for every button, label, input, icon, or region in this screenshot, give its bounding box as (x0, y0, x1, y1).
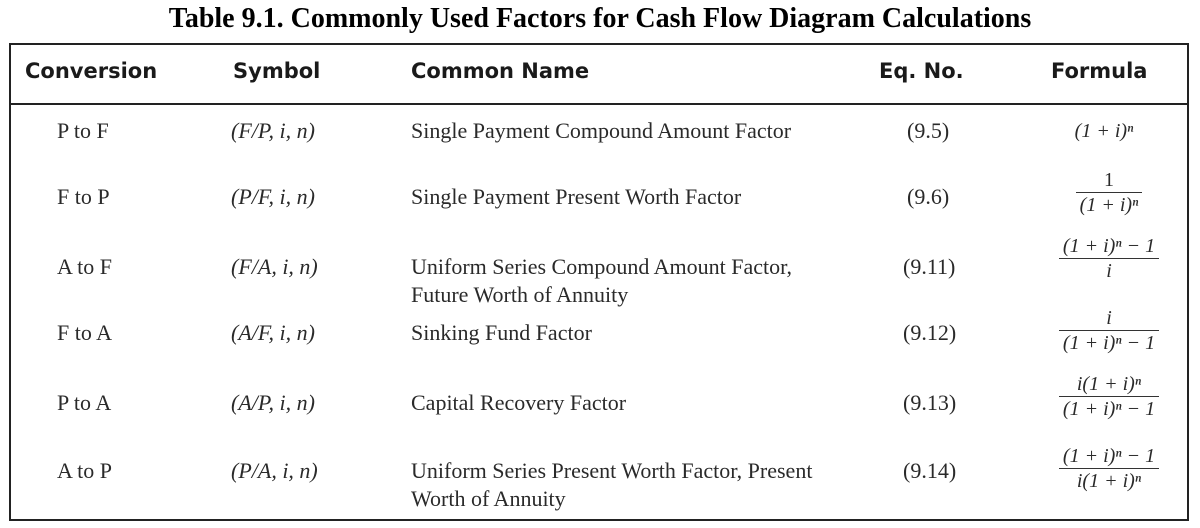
eq-no-cell: (9.11) (903, 254, 956, 279)
header-formula: Formula (1051, 59, 1148, 83)
eq-no-cell: (9.14) (903, 458, 957, 483)
conversion-cell: F to A (57, 320, 113, 345)
symbol-cell: (P/F, i, n) (231, 184, 315, 209)
formula-denominator: i(1 + i)ⁿ (1076, 470, 1142, 492)
formula-cell (1039, 117, 1169, 145)
factors-table (9, 43, 1189, 521)
formula-cell (1039, 445, 1179, 493)
formula-numerator: i(1 + i)ⁿ (1059, 373, 1159, 397)
formula-denominator: (1 + i)ⁿ − 1 (1062, 398, 1156, 420)
header-conversion: Conversion (25, 59, 158, 83)
formula-fraction (1059, 307, 1159, 354)
formula-numerator: i (1059, 307, 1159, 331)
conversion-cell: F to P (57, 184, 110, 209)
header-common-name: Common Name (411, 59, 590, 83)
common-name-cell: Sinking Fund Factor (411, 320, 592, 345)
formula-cell (1039, 169, 1179, 217)
symbol-cell: (P/A, i, n) (231, 458, 318, 483)
formula-numerator: (1 + i)ⁿ − 1 (1059, 445, 1159, 469)
header-divider (11, 103, 1187, 105)
formula-numerator: 1 (1076, 169, 1143, 193)
formula-fraction (1059, 373, 1159, 420)
formula-cell (1039, 235, 1179, 283)
symbol-cell: (F/A, i, n) (231, 254, 318, 279)
common-name-cell: Capital Recovery Factor (411, 390, 627, 415)
eq-no-cell: (9.13) (903, 390, 957, 415)
symbol-cell: (A/P, i, n) (231, 390, 315, 415)
formula-denominator: (1 + i)ⁿ (1079, 194, 1139, 216)
common-name-cell: Uniform Series Present Worth Factor, Present Worth of Annuity (411, 458, 813, 511)
formula-fraction (1059, 235, 1159, 282)
formula-numerator: (1 + i)ⁿ − 1 (1059, 235, 1159, 259)
eq-no-cell: (9.6) (907, 184, 950, 209)
header-eq-no: Eq. No. (879, 59, 964, 83)
formula-fraction (1059, 445, 1159, 492)
formula-fraction (1076, 169, 1143, 216)
eq-no-cell: (9.5) (907, 118, 950, 143)
formula-denominator: i (1106, 260, 1112, 282)
common-name-cell: Uniform Series Compound Amount Factor, Future Worth of Annuity (411, 254, 793, 307)
symbol-cell: (F/P, i, n) (231, 118, 315, 143)
formula-cell (1039, 373, 1179, 421)
header-symbol: Symbol (233, 59, 321, 83)
conversion-cell: P to A (57, 390, 112, 415)
table-title: Table 9.1. Commonly Used Factors for Cash Flow Diagram Calculations (168, 3, 1032, 34)
formula-denominator: (1 + i)ⁿ − 1 (1062, 332, 1156, 354)
symbol-cell: (A/F, i, n) (231, 320, 315, 345)
formula-cell (1039, 307, 1179, 355)
formula-expression: (1 + i)ⁿ (1074, 120, 1134, 142)
eq-no-cell: (9.12) (903, 320, 957, 345)
common-name-cell: Single Payment Present Worth Factor (411, 184, 742, 209)
conversion-cell: A to F (57, 254, 113, 279)
common-name-cell: Single Payment Compound Amount Factor (411, 118, 792, 143)
conversion-cell: A to P (57, 458, 113, 483)
conversion-cell: P to F (57, 118, 109, 143)
